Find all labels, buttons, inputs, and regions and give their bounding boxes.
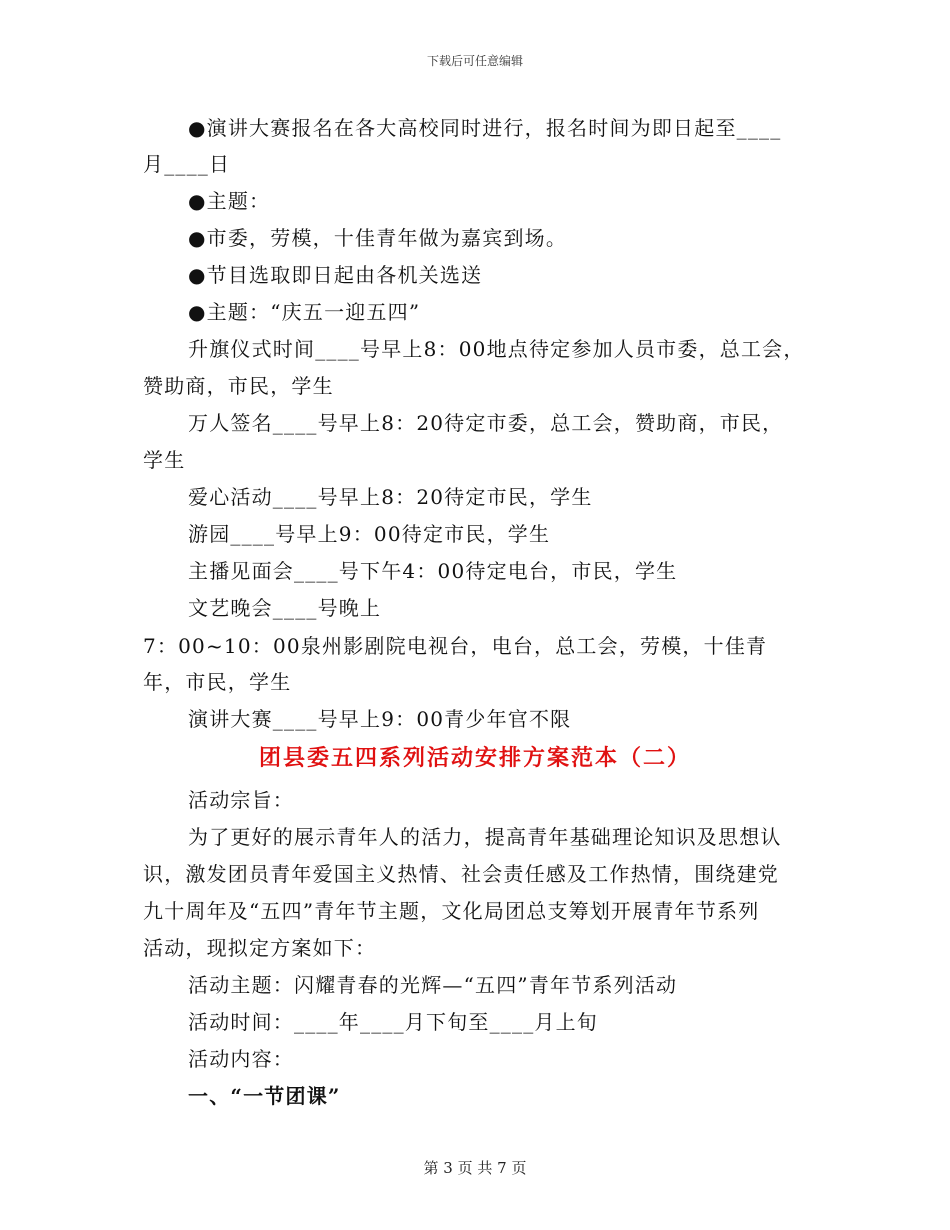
paragraph-line: 活动主题：闪耀青春的光辉—“五四”青年节系列活动 bbox=[188, 973, 678, 997]
subsection-heading: 一、“一节团课” bbox=[188, 1084, 341, 1108]
paragraph-line: ●节目选取即日起由各机关选送 bbox=[188, 263, 483, 287]
paragraph-line: 学生 bbox=[143, 448, 186, 472]
paragraph-line: 为了更好的展示青年人的活力，提高青年基础理论知识及思想认 bbox=[188, 825, 782, 849]
paragraph-line: ●主题： bbox=[188, 189, 271, 213]
paragraph-line: 活动时间：____年____月下旬至____月上旬 bbox=[188, 1010, 598, 1034]
paragraph-line: 7：00~10：00泉州影剧院电视台，电台，总工会，劳模，十佳青 bbox=[143, 634, 768, 658]
page-footer: 第 3 页 共 7 页 bbox=[423, 1159, 527, 1177]
paragraph-line: ●演讲大赛报名在各大高校同时进行，报名时间为即日起至____ bbox=[188, 116, 782, 140]
paragraph-line: 万人签名____号早上8：20待定市委，总工会，赞助商，市民， bbox=[188, 411, 784, 435]
paragraph-line: 年，市民，学生 bbox=[143, 670, 292, 694]
paragraph-line: 爱心活动____号早上8：20待定市民，学生 bbox=[188, 485, 593, 509]
section-title: 团县委五四系列活动安排方案范本（二） bbox=[258, 745, 691, 771]
paragraph-line: 赞助商，市民，学生 bbox=[143, 374, 334, 398]
paragraph-line: 文艺晚会____号晚上 bbox=[188, 596, 382, 620]
paragraph-line: 游园____号早上9：00待定市民，学生 bbox=[188, 522, 551, 546]
paragraph-line: 九十周年及“五四”青年节主题，文化局团总支筹划开展青年节系列 bbox=[143, 899, 760, 923]
paragraph-line: 活动宗旨： bbox=[188, 788, 294, 812]
paragraph-line: 活动内容： bbox=[188, 1047, 294, 1071]
paragraph-line: 升旗仪式时间____号早上8：00地点待定参加人员市委，总工会， bbox=[188, 337, 805, 361]
page-header: 下载后可任意编辑 bbox=[426, 54, 523, 68]
paragraph-line: 识，激发团员青年爱国主义热情、社会责任感及工作热情，围绕建党 bbox=[143, 862, 779, 886]
paragraph-line: 活动，现拟定方案如下： bbox=[143, 936, 377, 960]
paragraph-line: ●市委，劳模，十佳青年做为嘉宾到场。 bbox=[188, 226, 568, 250]
paragraph-line: 主播见面会____号下午4：00待定电台，市民，学生 bbox=[188, 559, 678, 583]
paragraph-line: ●主题：“庆五一迎五四” bbox=[188, 300, 421, 324]
paragraph-line: 演讲大赛____号早上9：00青少年官不限 bbox=[188, 707, 572, 731]
paragraph-line: 月____日 bbox=[143, 152, 231, 176]
